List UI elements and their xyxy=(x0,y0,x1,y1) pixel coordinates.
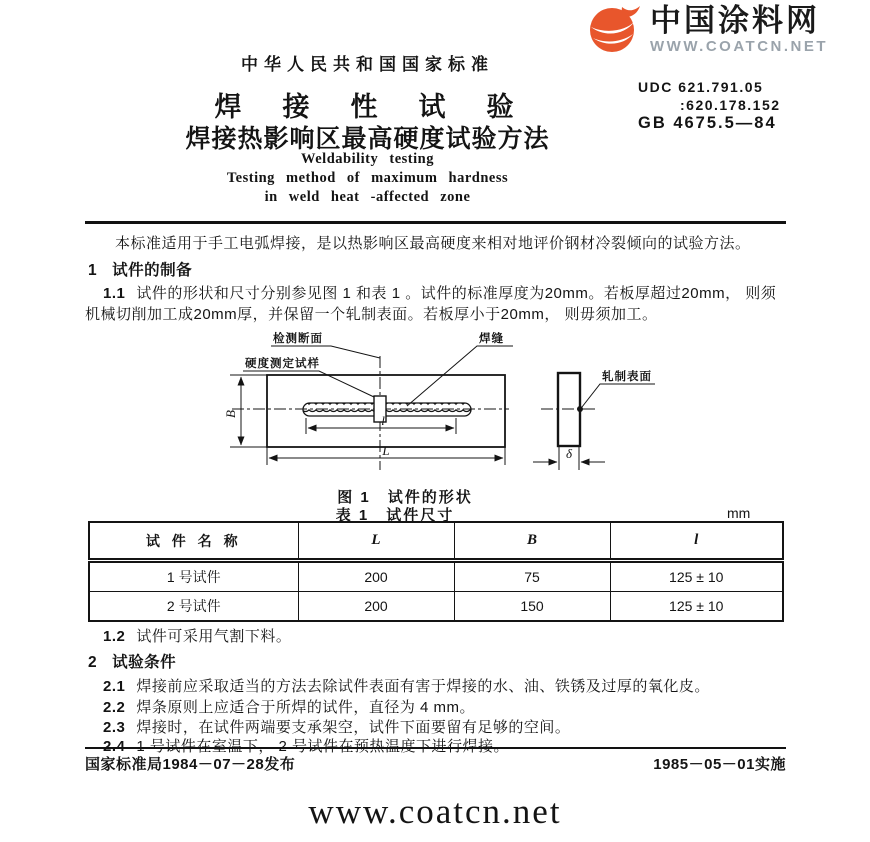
implementation-date: 1985－05－01实施 xyxy=(653,756,786,773)
header-divider-rule xyxy=(85,221,786,224)
english-title xyxy=(85,150,650,207)
label-weld-seam: 焊缝 xyxy=(479,333,504,345)
clause-2-3 xyxy=(85,717,787,738)
section1-heading xyxy=(85,258,192,280)
specimen-2-L: 200 xyxy=(298,592,454,622)
figure-1-specimen-drawing xyxy=(85,330,785,487)
standard-title-line2: 焊接热影响区最高硬度试验方法 xyxy=(185,125,550,153)
dimension-label-B: B xyxy=(223,410,238,418)
label-rolled-surface: 轧制表面 xyxy=(602,371,652,383)
weld-bead xyxy=(303,403,471,416)
udc-line2: :620.178.152 xyxy=(680,97,781,113)
specimen-1-B: 75 xyxy=(454,561,610,592)
clause-2-2-number: 2.2 xyxy=(103,699,126,716)
clause-1-2 xyxy=(85,626,787,647)
clause-2-2 xyxy=(85,697,787,718)
standard-title-line1: 焊 接 性 试 验 xyxy=(214,92,521,122)
bottom-site-link[interactable]: www.coatcn.net xyxy=(308,792,562,831)
table-row xyxy=(89,592,783,622)
rolled-surface-leader-line xyxy=(582,384,655,407)
clause-2-1-number: 2.1 xyxy=(103,678,126,695)
dimension-label-delta: δ xyxy=(565,446,573,461)
specimen-2-l: 125 ± 10 xyxy=(610,592,783,622)
test-section-leader-line xyxy=(271,346,380,358)
clause-2-3-number: 2.3 xyxy=(103,719,126,736)
section2-title: 试验条件 xyxy=(112,654,177,671)
section2-heading xyxy=(85,650,176,672)
specimen-1-name: 1 号试件 xyxy=(89,561,298,592)
table-unit-label: mm xyxy=(727,505,751,521)
clause-1-1-text: 试件的形状和尺寸分别参见图 1 和表 1 。试件的标准厚度为20mm。若板厚超过20mm， 则须机械切削加工成20mm厚，并保留一个轧制表面。若板厚小于20mm， 则毋须加工。 xyxy=(85,285,777,323)
issue-date: 国家标准局1984－07－28发布 xyxy=(85,756,296,773)
site-url[interactable]: WWW.COATCN.NET xyxy=(650,38,829,55)
clause-1-1-number: 1.1 xyxy=(103,285,126,302)
column-header-B: B xyxy=(454,522,610,561)
section2-number: 2 xyxy=(88,654,98,671)
specimen-1-L: 200 xyxy=(298,561,454,592)
english-title-line2: Testing method of maximum hardness xyxy=(226,170,509,186)
clause-1-2-text: 试件可采用气割下料。 xyxy=(136,628,292,645)
dimension-label-L: L xyxy=(382,443,390,458)
clause-1-2-number: 1.2 xyxy=(103,628,126,645)
column-header-specimen-name: 试 件 名 称 xyxy=(89,522,298,561)
table-row xyxy=(89,561,783,592)
section1-title: 试件的制备 xyxy=(112,262,193,279)
english-title-line1: Weldability testing xyxy=(301,151,434,167)
column-header-L: L xyxy=(298,522,454,561)
specimen-2-name: 2 号试件 xyxy=(89,592,298,622)
label-test-section: 检测断面 xyxy=(273,333,323,345)
specimen-2-B: 150 xyxy=(454,592,610,622)
table-1-caption: 表 1 试件尺寸 xyxy=(335,507,455,524)
clause-2-1 xyxy=(85,676,787,697)
specimen-1-l: 125 ± 10 xyxy=(610,561,783,592)
dimension-label-l: l xyxy=(381,413,385,428)
clause-2-2-text: 焊条原则上应适合于所焊的试件，直径为 4 mm。 xyxy=(136,699,476,716)
footer-row xyxy=(85,753,786,774)
site-name: 中国涂料网 xyxy=(650,3,820,38)
table-header-row xyxy=(89,522,783,561)
scope-paragraph: 本标准适用于手工电弧焊接，是以热影响区最高硬度来相对地评价钢材冷裂倾向的试验方法。 xyxy=(115,235,751,252)
clause-2-1-text: 焊接前应采取适当的方法去除试件表面有害于焊接的水、油、铁锈及过厚的氧化皮。 xyxy=(136,678,710,695)
gb-standard-number: GB 4675.5—84 xyxy=(638,114,777,132)
weld-seam-leader-line xyxy=(407,346,513,406)
clause-1-1 xyxy=(85,283,787,325)
english-title-line3: in weld heat -affected zone xyxy=(264,189,471,205)
specimen-dimensions-table xyxy=(88,521,784,622)
udc-line1: UDC 621.791.05 xyxy=(638,79,764,95)
figure-1-caption: 图 1 试件的形状 xyxy=(337,489,473,506)
udc-number xyxy=(638,80,781,112)
section1-number: 1 xyxy=(88,262,98,279)
label-hardness-specimen: 硬度测定试样 xyxy=(245,358,320,370)
column-header-l: l xyxy=(610,522,783,561)
national-standard-label: 中华人民共和国国家标准 xyxy=(241,55,494,74)
clause-2-3-text: 焊接时，在试件两端要支承架空，试件下面要留有足够的空间。 xyxy=(136,719,571,736)
footer-divider-rule xyxy=(85,747,786,749)
